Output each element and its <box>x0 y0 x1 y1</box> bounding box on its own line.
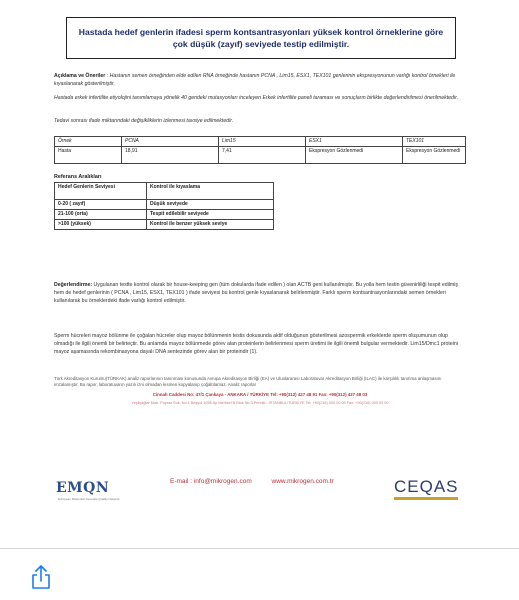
evaluation-label: Değerlendirme: <box>54 282 93 288</box>
table-cell: Tespit edilebilir seviyede <box>147 210 274 220</box>
accreditation-note: Türk Akreditasyon Kurumu(TÜRKAK) analiz raporlarının tanınması konusunda Avrupa Akreditasyon Birliği (EA) ve Uluslararası Laboratuvar Akreditasyon Birliği (ILAC) ile karşılıklı tanınma anlaşmasını imzalamıştır. Bu rapor, laboratuvarın yazılı izni olmadan kısmen kopyalanıp çoğaltılamaz. Analiz raporlar <box>54 376 442 387</box>
table-cell: Hasta <box>55 147 122 164</box>
evaluation-paragraph-2: Sperm hücreleri mayoz bölünme ile çoğalan hücreler olup mayoz bölünmenin testis dokusunda aktif olduğunun gösterilmesi azospermik erkeklerde sperm oluşumunun olup olmadığı ile ilgili önemli bir belirteçtir. Bu anlamda mayoz bölünmede görev alan proteinlerin belirlenmesi sperm üretimi ile ilgili önemli bulgular vermektedir. Lim15/Dmc1 proteini mayoz aşamasında rekombinasyona dayalı DNA sentezinde görev alan bir proteindir (1). <box>54 333 458 355</box>
table-cell: 0-20 ( zayıf) <box>55 200 147 210</box>
explanation-paragraph-2: Hastada erkek infertilite etiyolojini tanımlamaya yönelik 40 gendeki mutasyonları inceleyen Erkek infertilite paneli taraması ve sonuçların birlikte değerlendirilmesi önerilmektedir. <box>54 95 459 101</box>
evaluation-text: Uygulanan testte kontrol olarak bir house-keeping gen (tüm dokularda ifade edilen ) olan ACTB geni kullanılmıştır. Bu yolla hem testin güvenirliliği tespit edilmiş hem de hedef genlerinin ( PCNA , Lim15, ESX1, TEX101 ) ifade seviyesi bu kontrol genle kıyaslanarak belirlenmiştir. Farklı sperm kontsantrasyonlarındaki semen örnekleri kullanılarak bu örneklerdeki ifade varlığı kontrol edilmiştir. <box>54 282 458 304</box>
reference-label: Referans Aralıkları <box>54 174 102 180</box>
table-cell: 7,41 <box>219 147 306 164</box>
ceqas-logo: CEQAS <box>394 477 459 496</box>
table-cell: 18,91 <box>122 147 219 164</box>
results-table <box>54 136 466 164</box>
table-cell: Düşük seviyede <box>147 200 274 210</box>
header-cell: Lim15 <box>219 137 306 147</box>
email-link[interactable]: E-mail : info@mikrogen.com <box>170 478 252 485</box>
emqn-logo: EMQN <box>56 480 110 496</box>
share-button[interactable] <box>30 564 52 590</box>
table-row <box>55 147 466 164</box>
table-cell: Kontrol ile benzer yüksek seviye <box>147 220 274 230</box>
ceqas-logo-underline <box>394 497 458 500</box>
address-line-1: Cinnah Caddesi No: 47/1 Çankaya - ANKARA / TÜRKİYE Tel: +90(312) 427 48 91 Fax: +90(312) 427 48 03 <box>152 392 368 397</box>
table-header-row <box>55 137 466 147</box>
table-cell: Ekspresyon Gözlenmedi <box>403 147 466 164</box>
header-cell: PCNA <box>122 137 219 147</box>
table-header-row <box>55 183 274 200</box>
share-icon <box>30 564 52 590</box>
table-cell: 21-100 (orta) <box>55 210 147 220</box>
header-cell: Hedef Genlerin Seviyesi <box>55 183 147 200</box>
address-line-2: Yeşilçağlar Mah. Poyraz Sok. No:1 Beşyol 1056 Ap Merkezi B Blok No:3 Pendik - İSTANBUL/TÜRKİYE Tel: +90(216) 000 00 00 Fax: +90(216) 000 00 00 <box>131 401 389 405</box>
table-row <box>55 220 274 230</box>
explanation-paragraph <box>54 72 466 88</box>
explanation-text: : Hastanın semen örneğinden elde edilen RNA örneğinde hastanın PCNA , Lim15, ESX1, TEX101 genlerinin ekspresyonunun varlığı kontrol örnekleri ile kıyaslanarak gösterilmiştir. <box>54 73 456 87</box>
contact-line <box>170 478 352 485</box>
table-row <box>55 200 274 210</box>
header-cell: Kontrol ile kıyaslama <box>147 183 274 200</box>
title-box <box>66 17 456 59</box>
web-link[interactable]: www.mikrogen.com.tr <box>271 478 334 485</box>
evaluation-paragraph <box>54 281 466 305</box>
reference-table <box>54 182 274 230</box>
header-cell: TEX101 <box>403 137 466 147</box>
emqn-logo-subtitle: European Molecular Genetics Quality Network <box>58 497 120 501</box>
table-cell: >100 (yüksek) <box>55 220 147 230</box>
document-title: Hastada hedef genlerin ifadesi sperm kontsantrasyonları yüksek kontrol örneklerine göre çok düşük (zayıf) seviyede testip edilmiştir. <box>78 27 444 49</box>
page-separator <box>0 548 519 549</box>
header-cell: ESX1 <box>306 137 403 147</box>
explanation-label: Açıklama ve Öneriler <box>54 73 106 79</box>
table-cell: Ekspresyon Gözlenmedi <box>306 147 403 164</box>
table-row <box>55 210 274 220</box>
header-cell: Örnek <box>55 137 122 147</box>
explanation-paragraph-3: Tedavi sonrası ifade miktarındaki değişikliklerin izlenmesi tavsiye edilmektedir. <box>54 118 234 124</box>
